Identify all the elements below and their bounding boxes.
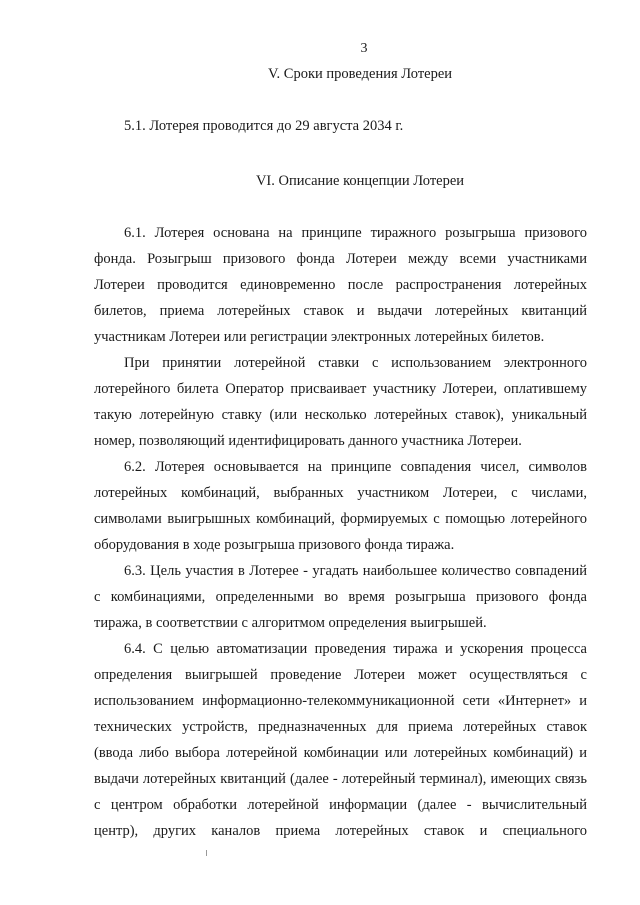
section-5-heading: V. Сроки проведения Лотереи — [267, 66, 453, 82]
paragraph-6-1-cont: При принятии лотерейной ставки с использованием электронного лотерейного билета Оператор присваивает участнику Лотереи, оплатившему такую лотерейную ставку (или несколько лотерейных ставок), уникальный номер, позволяющий идентифицировать данного участника Лотереи. — [94, 355, 587, 449]
paragraph-6-1: 6.1. Лотерея основана на принципе тиражного розыгрыша призового фонда. Розыгрыш призового фонда Лотереи между всеми участниками Лотереи проводится единовременно после распространения лотерейных билетов, приема лотерейных ставок и выдачи лотерейных квитанций участникам Лотереи или регистрации электронных лотерейных билетов. — [94, 225, 587, 345]
scan-mark — [206, 850, 207, 856]
item-5-1: 5.1. Лотерея проводится до 29 августа 2034 г. — [124, 118, 404, 134]
section-6-heading: VI. Описание концепции Лотереи — [255, 173, 465, 189]
page-number: 3 — [360, 41, 368, 56]
paragraph-6-4: 6.4. С целью автоматизации проведения тиража и ускорения процесса определения выигрышей проведение Лотереи может осуществляться с использованием информационно-телекоммуникационной сети «Интернет» и технических устройств, предназначенных для приема лотерейных ставок (ввода либо выбора лотерейной комбинации или лотерейных комбинаций) и выдачи лотерейных квитанций (далее - лотерейный терминал), имеющих связь с центром обработки лотерейной информации (далее - вычислительный центр), других каналов приема лотерейных ставок и специального — [94, 641, 587, 839]
section-6-body — [94, 220, 587, 844]
paragraph-6-2: 6.2. Лотерея основывается на принципе совпадения чисел, символов лотерейных комбинаций, выбранных участником Лотереи, с числами, символами выигрышных комбинаций, формируемых с помощью лотерейного оборудования в ходе розыгрыша призового фонда тиража. — [94, 459, 587, 553]
paragraph-6-3: 6.3. Цель участия в Лотерее - угадать наибольшее количество совпадений с комбинациями, определенными во время розыгрыша призового фонда тиража, в соответствии с алгоритмом определения выигрышей. — [94, 563, 587, 631]
